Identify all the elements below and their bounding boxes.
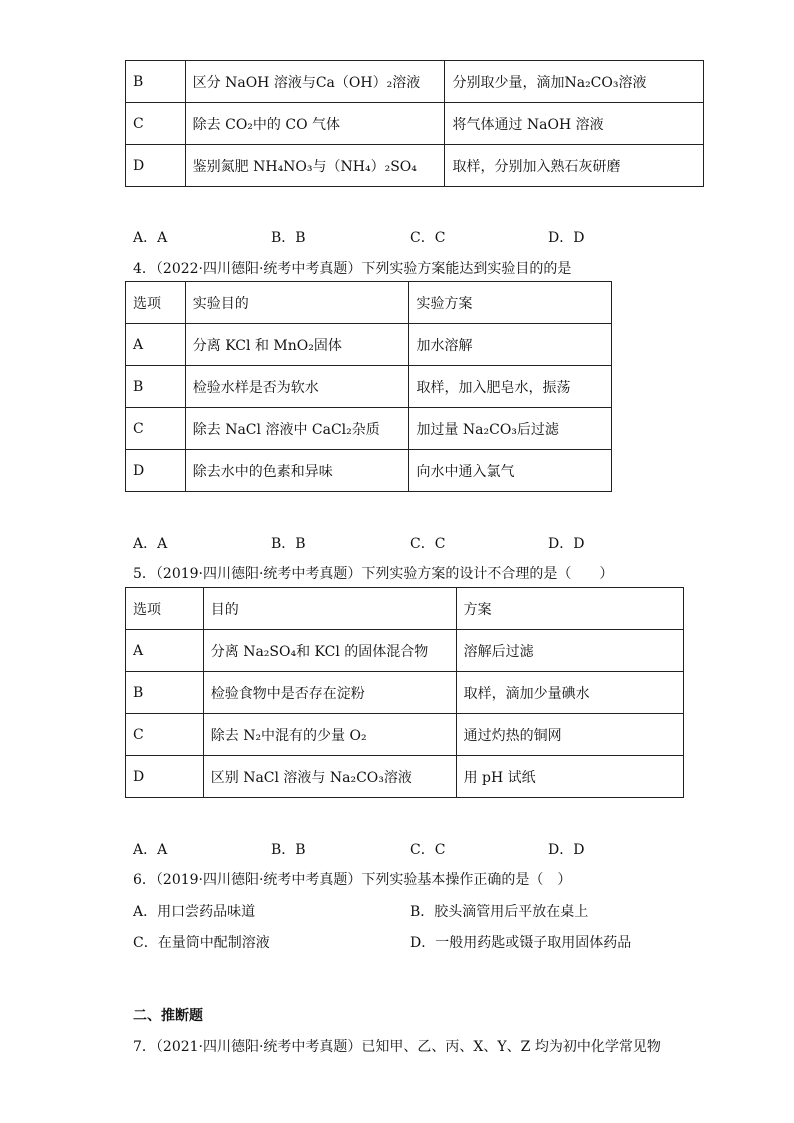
- option-c: C．C: [410, 536, 446, 552]
- question-5-text: 5．（2019·四川德阳·统考中考真题）下列实验方案的设计不合理的是（ ）: [133, 566, 614, 582]
- table-row: [126, 450, 612, 492]
- table-cell: A: [126, 324, 186, 366]
- table-cell: C: [126, 714, 204, 756]
- question-6-text: 6．（2019·四川德阳·统考中考真题）下列实验基本操作正确的是（ ）: [133, 872, 572, 888]
- table-row: [126, 714, 684, 756]
- table-row: [126, 672, 684, 714]
- table-cell: B: [126, 366, 186, 408]
- table-cell: A: [126, 630, 204, 672]
- table-cell: D: [126, 756, 204, 798]
- option-b: B．B: [271, 842, 306, 858]
- table-header-cell: 目的: [203, 588, 456, 630]
- table-cell: 检验食物中是否存在淀粉: [203, 672, 456, 714]
- table-cell: 除去 N₂中混有的少量 O₂: [203, 714, 456, 756]
- option-b: B．B: [271, 536, 306, 552]
- table-cell: 分别取少量，滴加Na₂CO₃溶液: [445, 61, 704, 103]
- choice-d: D．一般用药匙或镊子取用固体药品: [410, 935, 632, 951]
- table-row: [126, 408, 612, 450]
- table-cell: C: [126, 103, 186, 145]
- choice-c: C．在量筒中配制溶液: [133, 935, 270, 951]
- table-header-cell: 选项: [126, 282, 186, 324]
- table-header-cell: 选项: [126, 588, 204, 630]
- table-q3-continued: [125, 60, 704, 187]
- table-cell: B: [126, 672, 204, 714]
- table-cell: 取样，加入肥皂水，振荡: [409, 366, 612, 408]
- table-cell: 分离 Na₂SO₄和 KCl 的固体混合物: [203, 630, 456, 672]
- table-q4: [125, 281, 612, 492]
- table-cell: 除去 CO₂中的 CO 气体: [185, 103, 445, 145]
- table-cell: C: [126, 408, 186, 450]
- table-cell: 检验水样是否为软水: [185, 366, 409, 408]
- option-d: D．D: [548, 536, 585, 552]
- table-cell: 向水中通入氯气: [409, 450, 612, 492]
- table-cell: 除去水中的色素和异味: [185, 450, 409, 492]
- option-c: C．C: [410, 230, 446, 246]
- table-cell: 通过灼热的铜网: [456, 714, 683, 756]
- table-cell: 溶解后过滤: [456, 630, 683, 672]
- table-header-cell: 实验目的: [185, 282, 409, 324]
- option-d: D．D: [548, 230, 585, 246]
- table-cell: 取样，分别加入熟石灰研磨: [445, 145, 704, 187]
- option-c: C．C: [410, 842, 446, 858]
- table-cell: 鉴别氮肥 NH₄NO₃与（NH₄）₂SO₄: [185, 145, 445, 187]
- option-a: A．A: [133, 536, 168, 552]
- choice-b: B．胶头滴管用后平放在桌上: [410, 904, 589, 920]
- table-cell: 用 pH 试纸: [456, 756, 683, 798]
- option-a: A．A: [133, 230, 168, 246]
- table-row: [126, 630, 684, 672]
- table-cell: 将气体通过 NaOH 溶液: [445, 103, 704, 145]
- table-row: [126, 366, 612, 408]
- option-a: A．A: [133, 842, 168, 858]
- table-header-cell: 方案: [456, 588, 683, 630]
- table-row: [126, 103, 704, 145]
- option-d: D．D: [548, 842, 585, 858]
- table-cell: 分离 KCl 和 MnO₂固体: [185, 324, 409, 366]
- table-row: [126, 588, 684, 630]
- table-cell: 除去 NaCl 溶液中 CaCl₂杂质: [185, 408, 409, 450]
- table-row: [126, 61, 704, 103]
- section-title: 二、推断题: [133, 1008, 203, 1024]
- table-cell: 区别 NaCl 溶液与 Na₂CO₃溶液: [203, 756, 456, 798]
- table-row: [126, 324, 612, 366]
- table-header-cell: 实验方案: [409, 282, 612, 324]
- table-q5: [125, 587, 684, 798]
- table-cell: D: [126, 145, 186, 187]
- table-row: [126, 145, 704, 187]
- choice-a: A．用口尝药品味道: [133, 904, 256, 920]
- table-cell: 加水溶解: [409, 324, 612, 366]
- option-b: B．B: [271, 230, 306, 246]
- table-row: [126, 756, 684, 798]
- question-7-text: 7．（2021·四川德阳·统考中考真题）已知甲、乙、丙、X、Y、Z 均为初中化学常见物: [133, 1039, 661, 1055]
- table-cell: 取样，滴加少量碘水: [456, 672, 683, 714]
- table-cell: 加过量 Na₂CO₃后过滤: [409, 408, 612, 450]
- table-cell: D: [126, 450, 186, 492]
- table-row: [126, 282, 612, 324]
- table-cell: 区分 NaOH 溶液与Ca（OH）₂溶液: [185, 61, 445, 103]
- table-cell: B: [126, 61, 186, 103]
- question-4-text: 4．（2022·四川德阳·统考中考真题）下列实验方案能达到实验目的的是: [133, 261, 572, 277]
